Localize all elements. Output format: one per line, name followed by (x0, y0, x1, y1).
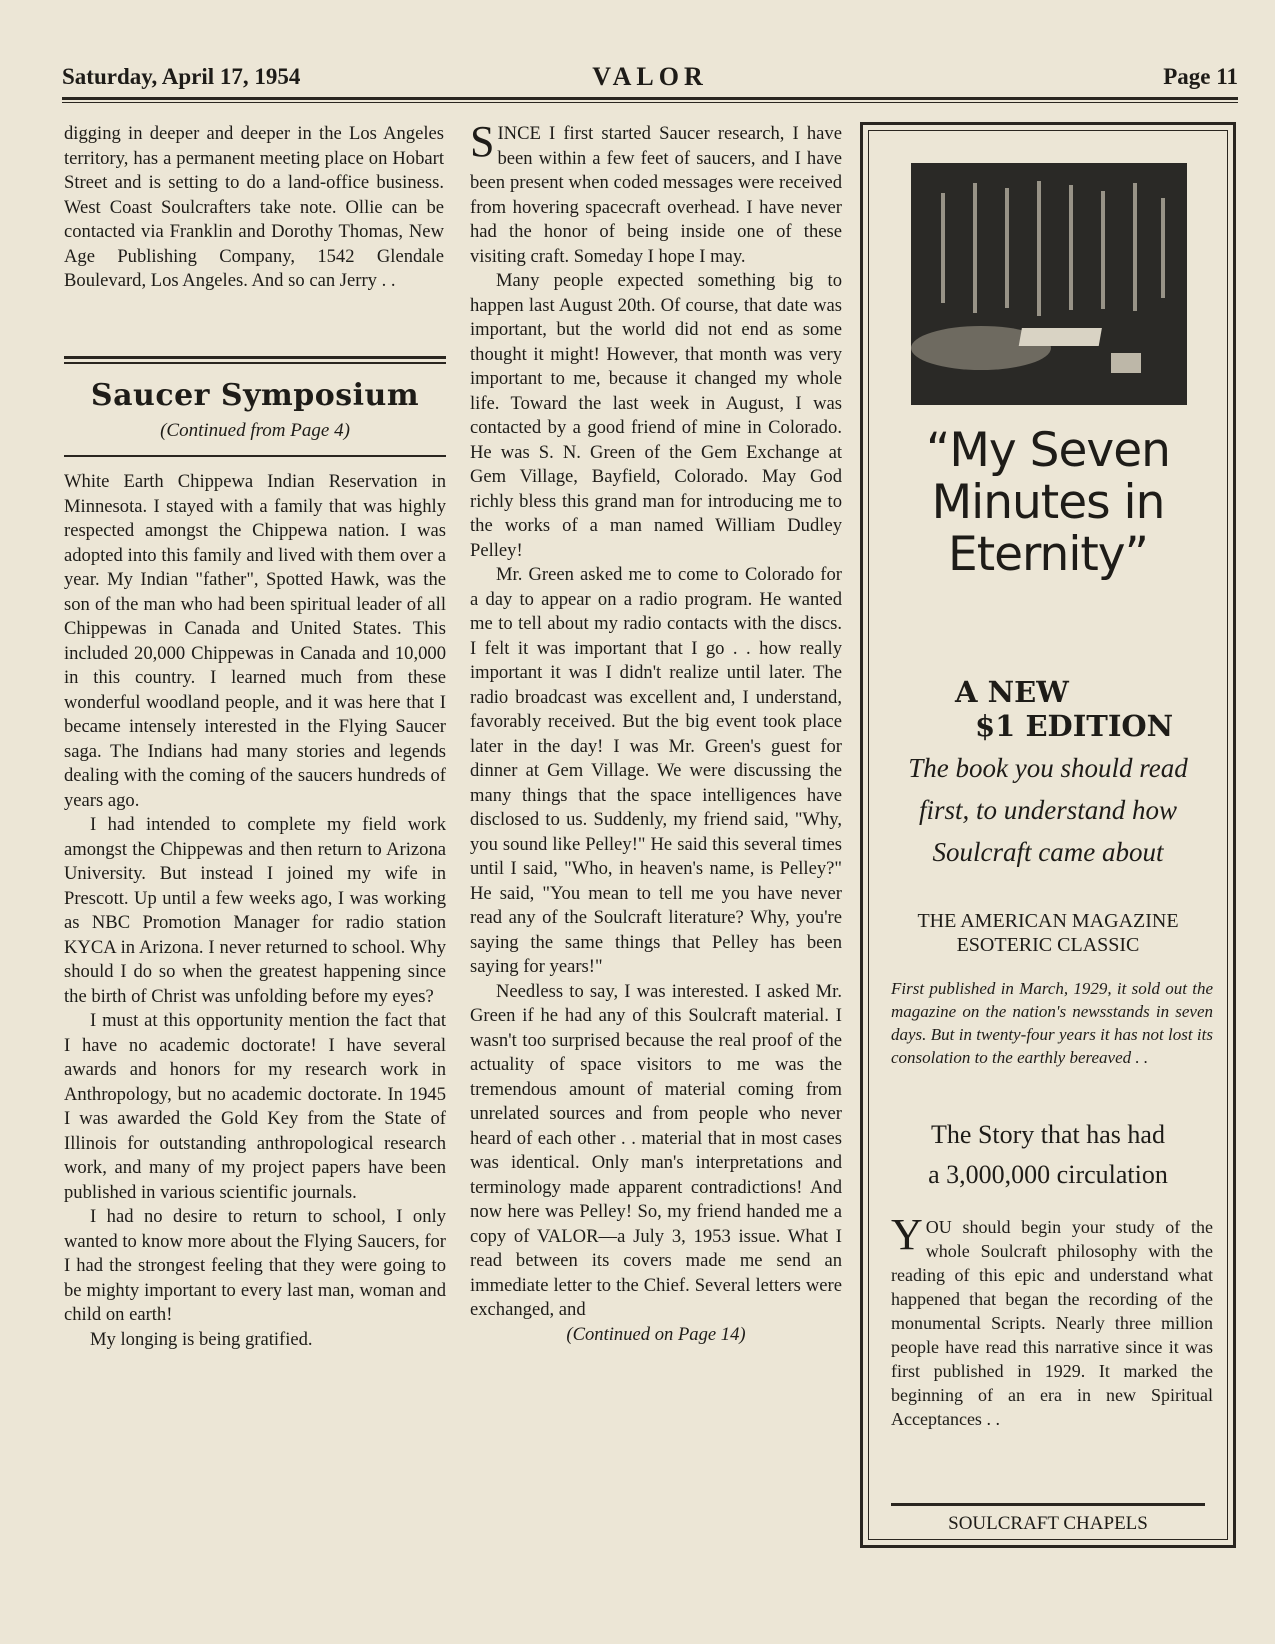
section-rule (64, 455, 446, 457)
article-paragraph: Needless to say, I was interested. I asked Mr. Green if he had any of this Soulcraft material. I wasn't too surprised because the real proof of the actuality of space visitors to me was the tremendous amount of material coming from unrelated sources and from people who never heard of each other . . material that in most cases was identical. Only man's interpretations and terminology made apparent contradictions! And now here was Pelley! So, my friend handed me a copy of VALOR—a July 3, 1953 issue. What I read between its covers made me send an immediate letter to the Chief. Several letters were exchanged, and (470, 980, 842, 1320)
price-edition-line: $1 EDITION (975, 709, 1174, 743)
section-title: Saucer Symposium (90, 378, 420, 413)
ad-headline: “My Seven Minutes in Eternity” (926, 423, 1170, 582)
article-paragraph: SINCE I first started Saucer research, I have been within a few feet of saucers, and I have been present when coded messages were received from hovering spacecraft overhead. I have never had the honor of being inside one of these visiting craft. Someday I hope I may. (470, 117, 842, 267)
section-rule (64, 356, 446, 359)
book-advertisement (860, 122, 1236, 1548)
magazine-classic-line: THE AMERICAN MAGAZINE ESOTERIC CLASSIC (917, 910, 1179, 956)
article-paragraph: Many people expected something big to happen last August 20th. Of course, that date was important, but the world did not end as some thought it might! However, that month was very important to me, because it changed my whole life. Toward the last week in August, I was contacted by a good friend of mine in Colorado. He was S. N. Green of the Gem Exchange at Gem Village, Bayfield, Colorado. May God richly bless this grand man for introducing me to the works of a man named William Dudley Pelley! (470, 270, 842, 561)
column-1-article (64, 470, 446, 1352)
article-paragraph: I had intended to complete my field work amongst the Chippewas and then return to Arizona University. But instead I joined my wife in Prescott. Up until a few weeks ago, I was working as NBC Promotion Manager for radio station KYCA in Arizona. I never returned to school. Why should I do so when the greatest happening since the birth of Christ was unfolding before my eyes? (64, 814, 446, 1007)
column-1-top (64, 122, 444, 294)
section-rule (64, 362, 446, 364)
ad-body-text: YOU should begin your study of the whole Soulcraft philosophy with the reading of this epic and understand what happened that began the recording of the monumental Scripts. Nearly three million people have read this narrative since it was first published in 1929. It marked the beginning of an era in new Spiritual Acceptances . . (891, 1210, 1213, 1429)
article-paragraph: I had no desire to return to school, I only wanted to know more about the Flying Saucers, for I had the strongest feeling that they were going to be mighty important to every last man, woman and child on earth! (64, 1206, 446, 1325)
continued-from-note: (Continued from Page 4) (160, 420, 350, 441)
article-paragraph: digging in deeper and deeper in the Los Angeles territory, has a permanent meeting place on Hobart Street and is setting to do a land-office business. West Coast Soulcrafters take note. Ollie can be contacted via Franklin and Dorothy Thomas, New Age Publishing Company, 1542 Glendale Boulevard, Los Angeles. And so can Jerry . . (64, 123, 444, 291)
publication-history: First published in March, 1929, it sold out the magazine on the nation's newsstands in seven days. But in twenty-four years it has not lost its consolation to the earthly bereaved . . (891, 979, 1213, 1067)
page-number: Page 11 (1163, 64, 1238, 89)
ad-footer-rule (891, 1503, 1205, 1506)
column-2-article (470, 117, 842, 1347)
article-paragraph: I must at this opportunity mention the fact that I have no academic doctorate! I have several awards and honors for my research work in Anthropology, but no academic doctorate. In 1945 I was awarded the Gold Key from the State of Illinois for outstanding anthropological research work, and many of my project papers have been published in various scientific journals. (64, 1010, 446, 1203)
article-paragraph: White Earth Chippewa Indian Reservation in Minnesota. I stayed with a family that was highly respected amongst the Chippewa nation. I was adopted into this family and lived with them over a year. My Indian "father", Spotted Hawk, was the son of the man who had been spiritual leader of all Chippewas in Canada and United States. This included 20,000 Chippewas in Canada and 10,000 in this country. I learned much from these wonderful woodland people, and it was here that I became intensely interested in the Flying Saucer saga. The Indians had many stories and legends dealing with the coming of the saucers hundreds of years ago. (64, 471, 446, 811)
header-rule (62, 97, 1238, 103)
book-tagline: The book you should read first, to understand how Soulcraft came about (908, 753, 1188, 867)
publication-title: VALOR (592, 62, 708, 91)
drop-cap: Y (891, 1210, 923, 1259)
circulation-line: The Story that has had a 3,000,000 circulation (928, 1120, 1168, 1189)
article-paragraph: My longing is being gratified. (90, 1328, 313, 1350)
building-exterior-photo (911, 163, 1187, 405)
page-header (62, 64, 1238, 98)
ad-footer: SOULCRAFT CHAPELS (948, 1513, 1148, 1534)
issue-date: Saturday, April 17, 1954 (62, 64, 301, 89)
drop-cap: S (470, 117, 495, 166)
article-paragraph: Mr. Green asked me to come to Colorado for a day to appear on a radio program. He wanted me to tell about my radio contacts with the discs. I felt it was important that I go . . how really important it was I didn't realize until later. The radio broadcast was excellent and, I understand, favorably received. But the big event took place later in the day! I was Mr. Green's guest for dinner at Gem Village. We were discussing the many things that the space intelligences have disclosed to us. Suddenly, my friend said, "Why, you sound like Pelley!" He said this several times until I said, "Who, in heaven's name, is Pelley?" He said, "You mean to tell me you have never read any of the Soulcraft literature? Why, you're saying the same things that Pelley has been saying for years!" (470, 564, 842, 977)
continued-on-note: (Continued on Page 14) (566, 1323, 746, 1345)
new-edition-line: A NEW (955, 675, 1069, 709)
